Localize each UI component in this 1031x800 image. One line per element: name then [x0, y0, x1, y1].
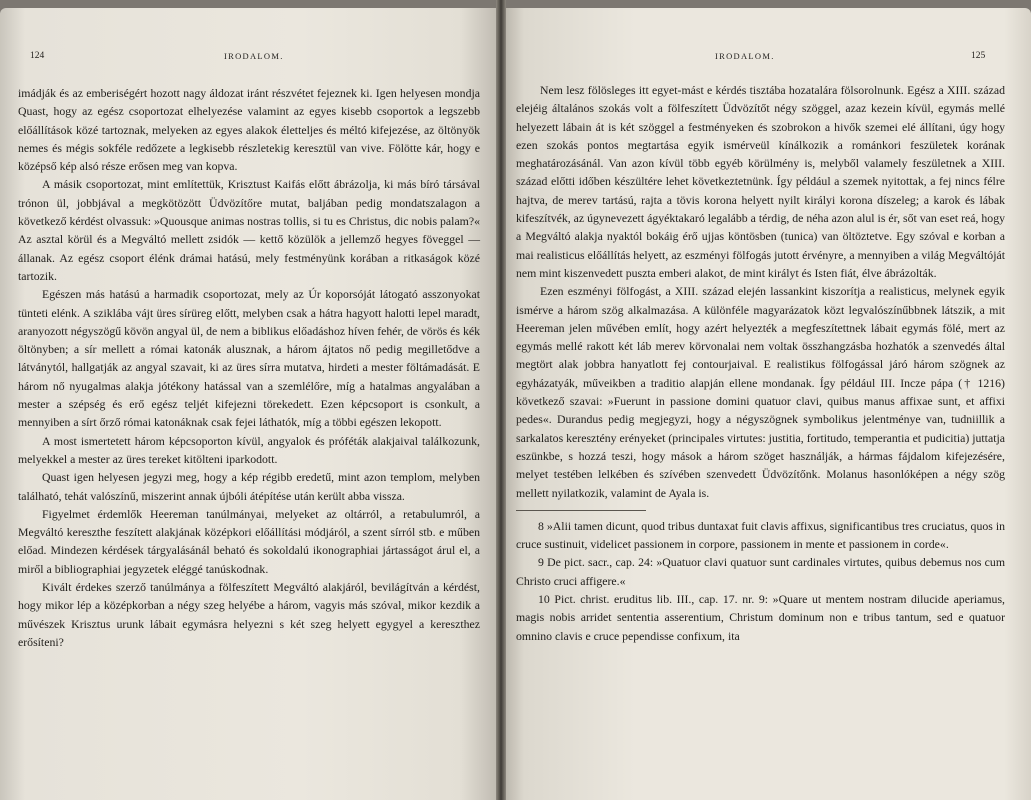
paragraph: A most ismertetett három képcsoporton kívül, angyalok és próféták alakjaival találkozunk, melyekkel a mester az üres tereket kitölteni iparkodott. [18, 433, 480, 466]
paragraph: Figyelmet érdemlők Heereman tanúlmányai, melyeket az oltárról, a retabulumról, a Megváltó kereszthe feszített alakjának középkori előállítási módjáról, a szent sírról stb. e műben előad. Mindezen kérdések tárgyalásánál beható és sokoldalú ikonographiai jártasságot árul el, a miről a bibliographiai jegyzetek eléggé tanúskodnak. [18, 506, 480, 576]
paragraph: Quast igen helyesen jegyzi meg, hogy a kép régibb eredetű, mint azon templom, melyben található, tehát valószínű, miszerint annak újbóli átépítése után került abba vissza. [18, 470, 480, 503]
book-gutter [496, 0, 506, 800]
left-page [0, 8, 500, 800]
footnote: 10 Pict. christ. eruditus lib. III., cap. 17. nr. 9: »Quare ut mentem nostram dilucide aperiamus, magis nobis arridet sententia asserentium, Christum dominum non e tribus tantum, sed e quatuor omnino clavis e cruce pependisse confixum, ita [516, 592, 1005, 643]
paragraph: Egészen más hatású a harmadik csoportozat, mely az Úr koporsóját látogató asszonyokat tünteti elénk. A sziklába vájt üres sírüreg előtt, melyben csak a hátra hagyott halotti lepel maradt, aranyozott négyszögű kövön angyal ül, de nem a biblikus előadáshoz híven fehér, de vörös és kék öltönyben; a sír mellett a római katonák alusznak, a három ájtatos nő pedig megilletődve a látványtól, hallgatják az angyal szavait, ki az üres sírra mutatva, hirdeti a mester föltámadását. E három nő nyugalmas alakja jótékony hatással van a szemlélőre, míg a hatalmas angyalában a mester a szépség és erő egész teljét kifejezni törekedett. Ezen képcsoport is csonkult, a mennyiben a sírt őrző római katonáknak csak fejei láthatók, míg a többi egészen lekopott. [18, 287, 480, 430]
right-page-text [516, 81, 1005, 645]
left-running-head: IRODALOM. [224, 51, 284, 61]
right-running-head: IRODALOM. [715, 51, 775, 61]
footnote-separator [516, 510, 646, 511]
paragraph: Nem lesz fölösleges itt egyet-mást e kérdés tisztába hozatalára fölsorolnunk. Egész a XIII. század elejéig általános szokás volt a fölfeszített Üdvözítőt négy szöggel, azaz kezein kívül, egymás mellé helyezett lábain át is két szöggel a festményeken és szobrokon a hivők szemei elé állítani, úgy hogy ezen szokás pontos megtartása egyik ismérveül kínálkozik a románkori feszületek korának meghatározásánál. Van azon kívül több egyéb körülmény is, melyből valamely feszületnek a XIII. század előtti időben készültére lehet következtetnünk. Így például a szemek nyitottak, a fej nincs félre hajtva, de merev tartású, rajta a tövis korona helyett nyilt királyi korona díszeleg; a karok és lábak kifeszítvék, az úgynevezett ágyéktakaró legalább a térdig, de néha azon alul is ér, sőt van eset reá, hogy a Megváltó alakja nyaktól bokáig érő ujjas köntösben (tunica) van öltöztetve. Egy szóval e korban a mai realisticus előállítás helyett, az eszményi fölfogás jutott érvényre, a mennyiben a világ Megváltóját nem mint kiszenvedett puszta emberi alakot, de mint királyt és Isten fiát, élve ábrázolták. [516, 83, 1005, 280]
left-page-text [18, 84, 480, 651]
paragraph: A másik csoportozat, mint említettük, Krisztust Kaifás előtt ábrázolja, ki más bíró társával trónon ül, jobbjával a megkötözött Üdvözítőre mutat, baljában pedig mondatszalagon a következő kérdést olvassuk: »Quousque animas nostras tollis, si tu es Christus, dic nobis palam?« Az asztal körül és a Megváltó mellett zsidók — kettő közülök a jellemző hegyes föveggel — állanak. Az egész csoport élénk drámai hatású, mely festményünk korában a ritkaságok közé tartozik. [18, 177, 480, 283]
footnote: 8 »Alii tamen dicunt, quod tribus duntaxat fuit clavis affixus, significantibus tres cruciatus, quos in cruce sustinuit, videlicet passionem in corpore, passionem in mente et passionem in corde«. [516, 518, 1005, 552]
paragraph: Kivált érdekes szerző tanúlmánya a fölfeszített Megváltó alakjáról, bevilágítván a kérdést, hogy mikor lép a középkorban a négy szeg helyébe a három, vagyis más szóval, mikor kezdik a művészek Krisztus urunk lábait egymásra helyezni s két szeg helyett egygyel a kereszthez erősíteni? [18, 580, 480, 649]
paragraph: Ezen eszményi fölfogást, a XIII. század elején lassankint kiszorítja a realisticus, melynek egyik ismérve a három szög alkalmazása. A különféle magyarázatok közt legvalószínűbbnek látszik, a mit Heereman jelen művében említ, hogy azért helyezték a megfeszítettnek lábait egymás fölé, mert az egymás mellé rakott két láb merev körvonalai nem voltak összhangzásba hozhatók a szenvedés által megtört alak jobbra hanyatlott fej contourjaival. E realistikus fölfogással járó három szögnek az egyházatyák, műveikben a traditio alapján ellene mondanak. Így például III. Incze pápa († 1216) következő szavai: »Fuerunt in passione domini quatuor clavi, quibus manus affixae sunt, et affixi pedes«. Durandus pedig megjegyzi, hogy a négyszögnek symbolikus jelentménye van, tudniillik a sarkalatos keresztény erényeket (principales virtutes: justitia, fortitudo, temperantia et pudicitia) juttatja eszünkbe, s hozzá teszi, hogy mások a három szöget használják, a hármas fájdalom kifejezésére, melyet testében lelkében és szívében szenvedett Üdvözítőnk. Molanus hasonlóképen a négy szög mellett nyilatkozik, valamint de Ayala is. [516, 284, 1005, 500]
paragraph: imádják és az emberiségért hozott nagy áldozat iránt részvétet fejeznek ki. Igen helyesen mondja Quast, hogy az egész csoportozat elhelyezése valamint az egyes kisebb csoportok a legszebb előállítások közé tartoznak, melyeken az egyes alakok életteljes és méltó kifejezése, az öltönyök nemes és mégis sokféle redőzete a legkisebb részletekig keresztül van vive. Fölötte kár, hogy e középső kép alsó része erősen meg van kopva. [18, 86, 480, 174]
left-page-number: 124 [30, 51, 45, 61]
right-page-number: 125 [971, 51, 986, 61]
right-page [503, 8, 1031, 800]
footnote: 9 De pict. sacr., cap. 24: »Quatuor clavi quatuor sunt cardinales virtutes, quibus debemus nos cum Christo cruci affigere.« [516, 555, 1005, 588]
